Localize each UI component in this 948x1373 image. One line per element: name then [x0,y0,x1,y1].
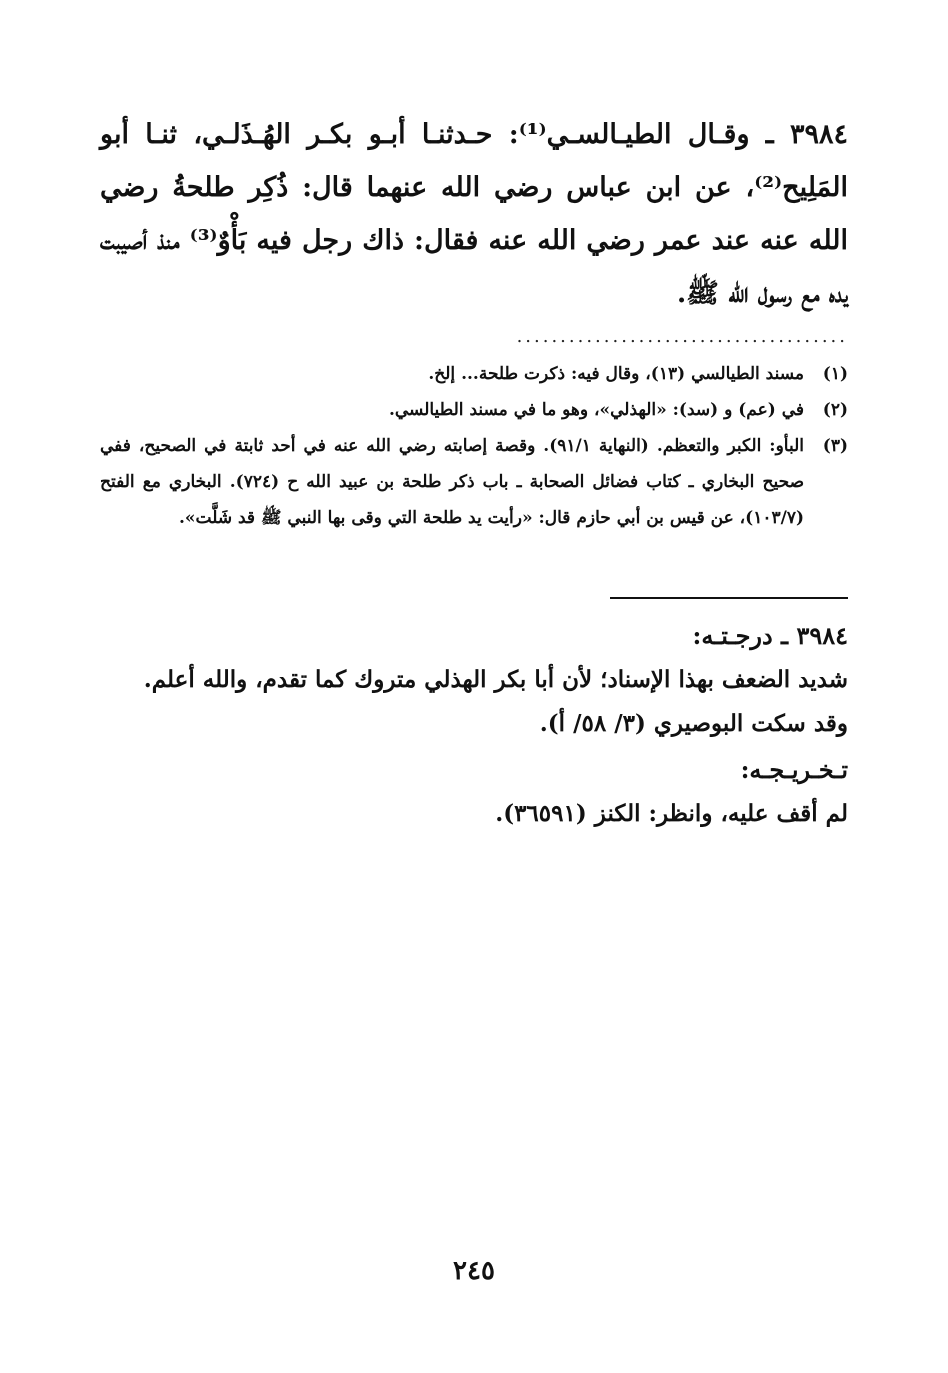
section-divider-rule [610,597,848,599]
footnote-mark: (٢) [822,400,848,420]
takhrij-section [100,748,848,836]
hadith-text [100,108,848,320]
grading-line-2: وقد سكت البوصيري (٣/ ٥٨/ أ). [539,710,848,737]
footnote-separator-dots: ...................................... [516,326,848,347]
footnote-text: مسند الطيالسي (١٣)، وقال فيه: ذكرت طلحة... إلخ. [428,364,804,384]
grading-heading: ٣٩٨٤ ـ درجـتـه: [692,621,848,650]
footnote-3 [100,428,848,536]
footnote-1 [100,356,848,392]
footnote-text: في (عم) و (سد): «الهذلي»، وهو ما في مسند الطيالسي. [388,400,804,420]
takhrij-line-1: لم أقف عليه، وانظر: الكنز (٣٦٥٩١). [495,800,848,827]
grading-section [100,614,848,746]
footnote-mark: (٣) [822,436,848,456]
footnote-2 [100,392,848,428]
hadith-dash: ـ [765,119,774,150]
takhrij-heading: تـخـريـجـه: [740,755,848,784]
footnote-text: البأو: الكبر والتعظم. (النهاية ٩١/١). وقصة إصابته رضي الله عنه في أحد ثابتة في الصحيح، ففي صحيح البخاري ـ كتاب فضائل الصحابة ـ باب ذكر طلحة بن عبيد الله ح (٧٢٤). البخاري مع الفتح (١٠٣/٧)، عن قيس بن أبي حازم قال: «رأيت يد طلحة التي وقى بها النبي ﷺ قد شَلَّت». [100,436,805,528]
hadith-number: ٣٩٨٤ [789,119,848,150]
grading-line-1: شديد الضعف بهذا الإسناد؛ لأن أبا بكر الهذلي متروك كما تقدم، والله أعلم. [143,666,848,693]
page-number: ٢٤٥ [453,1256,495,1286]
hadith-body: وقـال الطيـالسـي⁽¹⁾: حـدثنـا أبـو بكـر الهُـذَلـي، ثنـا أبو المَلِيح⁽²⁾، عن ابن عباس رضي الله عنهما قال: ذُكِر طلحةُ رضي الله عنه عند عمر رضي الله عنه فقال: ذاك رجل فيه بَأْوٌ⁽³⁾ منذ أصيبت يده مع رسول الله ﷺ. [100,119,848,309]
footnote-mark: (١) [822,364,848,384]
footnotes [100,356,848,536]
